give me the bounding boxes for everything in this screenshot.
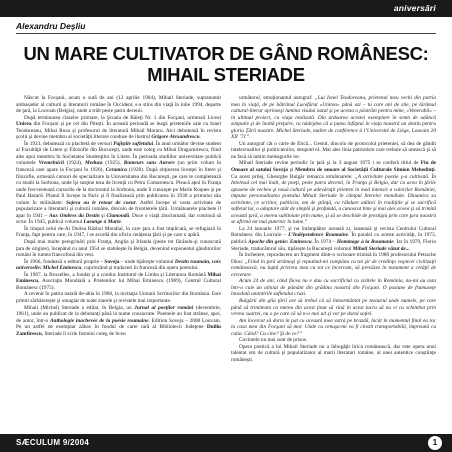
article-paragraph: [16, 291, 221, 304]
article-text-run: , cuprinzând şi traduceri în franceză din opera poetului.: [81, 265, 199, 272]
article-text-run: următorul, emoţionantul autograf:: [239, 95, 315, 101]
article-text-run: Anthologie inachevée de la poésie roumaine: [49, 317, 149, 324]
article-text-run: În 1966, fondează o editură proprie –: [24, 258, 105, 265]
article-text-run: Mihail Steriade văzut de...: [352, 245, 410, 252]
article-text-run: „Fiind în ţară strămoşi şi reputând-mi cumpăna cu tot şir de credinţa veşnicei civilizaţii românească, nu luptă privirea mea cu tot ce încercam, să prevăzez în testament a cetăţii de cercetare.: [231, 258, 436, 278]
article-paragraph: [231, 298, 436, 318]
article-text-run: Unirea: [16, 121, 32, 128]
article-text-run: Apoche din genie: Eminescu: [248, 239, 312, 246]
article-paragraph: [231, 226, 436, 252]
page-number: 1: [428, 436, 442, 450]
article-text-run: Acum 24 de ani, când făcea nu e dau cu sacrificiul cu vizitele în România, nu-mi au asta într-o cule un aliniat de pământ din grădina noastră din Focşani. O pasiune de frumuseţe înnodată amintirile sufletului cruzi.: [231, 278, 436, 298]
article-paragraph: [231, 318, 436, 338]
article-text-run: . Cu acest prilej, Gheorghe Bulgăr remarca următoarele:: [231, 167, 436, 180]
article-text-run: .: [249, 134, 251, 141]
article-text-run: . Iar în 1979, Florin Steriade, traducătorul său, tipăreşte la Bucureşti volumul: [231, 239, 436, 252]
article-paragraph: [231, 344, 436, 364]
article-paragraph: [16, 259, 221, 272]
article-text-run: (1925),: [102, 160, 124, 167]
article-paragraph: [231, 160, 436, 225]
article-text-run: (1928). După obţinerea licenţei în litere şi filozofie, urmează cursuri de specializare la Universitatea din Bucureşti, pe care le completează cu studii la Sorbona, unde îşi susţine teza de licenţă cu Petru Comarnescu. Pleacă apoi în Franţa unde frecventează cursurile de la doctoratul la Sorbona, unde îl cunoaşte pe Marie Roques şi pe Paul Hazard. Planul îl începe la Paris şi îl finalizează prin publicarea în 1930 a primului său volum în străinătate:: [16, 167, 221, 206]
article-paragraph: [231, 278, 436, 298]
article-column-left: [16, 95, 221, 423]
article-text-run: În încheiere, reproducem un fragment dintr-o scrisoare trimisă în 1988 profesorului Petrache Dinu:: [231, 252, 436, 265]
article-text-run: După mai multe peregrinări prin Franţa, Anglia şi Irlanda (peste tot făcându-şi cunoscută ţara de origine), începând cu anul 1954 se stabileşte în Belgia, devenind exponentul gânditorilor români în lumea francofonă din vest.: [16, 239, 221, 259]
article-text-run: din Focşani şi pe cel din Piteşti. În această perioadă se leagă prieteniile sale cu Ionel Teodoreanu, Mihai Rusu şi profesorul de literatură Mihail Moraru. Aici debutează în revista şcolii şi devine membru al societăţii literare conduse de ilustrul: [16, 121, 221, 141]
author-divider: [16, 33, 436, 34]
article-text-run: Cuvintele nu mai sunt de prisos.: [239, 337, 308, 344]
article-text-run: Pajiştile sufletului: [113, 140, 154, 147]
article-text-run: Un autograf cât o carte de Etică... Gestul, dincolo de protocolul prieteniei, să dea de gândit intelectualilor şi politicienilor, deopotrivă. Mai ales linia patriotism care trebuie să unească şi să ne facă să iubim meleagurile lor.: [231, 140, 436, 160]
article-paragraph: [16, 305, 221, 338]
article-text-run: Am încercat să dorm în pat cu această mea vatră pe brazdă, încât în momentul final eu loc la casa mea din Focşani să mor. Unde cu cenuşa-mi va fi cinstit transportabilă, împreună cu cutia. Când? Cu cine? Şi de ce?”: [231, 317, 436, 337]
article-text-run: . În anul următor devine student al Facultăţii de Litere şi Filozofie din Bucureşti, unde este coleg cu Mihai Dragomirescu, fiind ales apoi membru în Societatea Studenţilor în Litere. În perioada studiilor universitare publică volumele: [16, 140, 221, 167]
article-text-run: Grigore Alexandrescu: [151, 134, 200, 141]
article-text-run: şi: [99, 212, 107, 219]
article-paragraph: [16, 115, 221, 141]
article-title: [0, 43, 452, 85]
article-text-run: .: [199, 134, 201, 141]
article-body: [16, 95, 436, 423]
article-paragraph: [16, 239, 221, 259]
author-name: Alexandru Deşliu: [16, 21, 86, 31]
article-text-run: Aux Ombres du Destin: [48, 212, 100, 219]
article-text-run: Fiu de Onoare al satului Soveja: [231, 160, 436, 174]
article-text-run: – unde tipăreşte volumul: [119, 258, 175, 265]
article-text-run: Sojeva ou le retour de coeur: [66, 199, 136, 206]
article-text-run: , Asociaţia Mondială a Prietenilor lui Mihai Eminescu (1969), Centrul Cultural Românesc (1975).: [16, 278, 221, 291]
article-text-run: În 1967, la Bruxelles, a fondat şi a condus Institutul de Limba şi Literatura Română: [24, 271, 208, 278]
article-paragraph: [16, 141, 221, 226]
article-paragraph: [231, 252, 436, 278]
article-text-run: După terminarea claselor primare, la Şcoala de Băieţi Nr. 1 din Focşani, urmează Liceul: [24, 114, 221, 121]
article-text-run: Mihai Eminescu: [16, 271, 221, 285]
article-text-run: (un prim volum în franceză care apare la Focşani în 1926),: [16, 160, 221, 174]
section-label: aniversări: [393, 3, 436, 13]
article-text-run: A revenit în patria natală de-abia în 1968, la invitaţia Uniunii Scriitorilor din România. Este primit sărbătoreşte şi omagiat de toate ziarele şi revistele mai importante.: [16, 291, 221, 304]
article-paragraph: [16, 226, 221, 239]
article-text-run: Opera poetică a lui Mihail Steriade nu a înbogăţit lirica românească, dar este opera unui talentat om de cultură şi popularizator al marii literaturi române, al unei autentice conştiinţe româneşti.: [231, 343, 436, 363]
header-bar: [0, 0, 452, 17]
article-text-run: . În paralel cu aceste activităţi, în 1973, publică: [231, 232, 436, 246]
article-text-run: Membru de onoare al Societăţii Culturale Simion Mehedinţi: [295, 167, 435, 174]
article-text-run: Rumeurs sans Aurore: [123, 160, 175, 167]
article-text-run: Duiliu Zamfirescu: [16, 324, 221, 337]
article-text-run: Meduza: [85, 160, 103, 167]
article-text-run: Bulgării din glia ţării are să trebui că să înmormântat pe tezaurul unde numele, pe care până să trimiteam ca mereu din acest ţinut să vină în acest lucru să nu vi cu schimbat prin vrerea suartei, nu o pe care că să n-o mai uit şi vor pe dorul soţiei.: [231, 297, 436, 318]
article-title-line1: UN MARE CULTIVATOR DE GÂND ROMÂNESC:: [23, 43, 429, 64]
article-text-run: „Lui Ionel Teodoreanu, prietenul meu vechi din patria mea în viaţă, de pe bătrânul Lucefărul «Unirea» până azi – tu care ani de zile, pe tărâmul cultural-literar aprinseşi lumina visului natal şi pe acesta o păstrăm pentru mine, «Venerabil» – în ultimul proiect, cu viaţa realizată. Din ardoarea acestei exemplare în semn de adâncă simpatie şi de înaltă preţuire, cu nădejdea că a putea înfăptui în viaţa noastră un destin pentru gloria Ţării noastre. Michel Steriade, maître de conférence à l’Université de Liège, Louvain 20 XII ’71”: [231, 95, 436, 141]
article-text-run: La 24 ianuarie 1977, şi nu întâmplător această zi, lansează şi revista Centrului Cultural Românesc din Louvain –: [231, 225, 436, 239]
footer-bar: [0, 434, 452, 452]
article-text-run: .: [120, 219, 123, 226]
article-text-run: Născut la Focşani, acum o sută de ani (12 aprilie 1904), Mihail Steriade, supranumit ambasador al culturii şi literaturii române în Occident, s-a stins din viaţă în iulie 1994, departe de ţară, la Louvain (Belgia), unde a trăit peste patru decenii.: [16, 95, 221, 115]
article-text-run: L’Indépendence Roumaine: [288, 232, 349, 239]
article-paragraph: [231, 141, 436, 161]
article-text-run: Ceramica: [105, 167, 127, 174]
article-text-run: Destin roumain, voix universelle: Michel Eminescu: [16, 258, 221, 272]
article-text-run: (1924),: [63, 160, 86, 167]
magazine-issue: SÆCULUM 9/2004: [16, 438, 90, 447]
article-text-run: . În 1974 –: [311, 239, 337, 246]
article-text-run: Laeange à Marie: [83, 219, 121, 226]
article-text-run: Clamondă: [106, 212, 130, 219]
article-text-run: Mihail Steriade revine periodic în ţară şi la 3 august 1975 i se conferă titlul de: [239, 160, 421, 167]
article-text-run: Vremelnicii: [38, 160, 64, 167]
article-column-right: [231, 95, 436, 423]
article-text-run: . Edition Soveja – 2000 Louvain. Pe un astfel de exemplar zăbav în fondul de carte rară al Bibliotecii Judeţene: [16, 317, 221, 331]
article-text-run: , Steriade îi scrie fostului coleg de liceu: [41, 330, 126, 337]
article-text-run: Hommage à la Roumanie: [336, 239, 394, 246]
article-text-run: Soveja: [104, 258, 120, 265]
article-text-run: (decembrie, 1961), unde au publicat de la debutanţi până la nume consacrate. Poemele au fost strânse, apoi, de autor, într-o: [16, 304, 221, 324]
article-text-run: În timpul celui de-Al Doilea Război Mondial, în care ţara a fost implicată, se refugiază în Franţa, fapt pentru care, în 1947, i se acordă din oficiu cetăţenia ţării şi pe care o apără.: [16, 225, 221, 239]
article-paragraph: [16, 272, 221, 292]
article-text-run: şi: [287, 167, 296, 174]
article-text-run: . Astfel începe el vasta activitate de popularizare a literaturii şi culturii române, dincolo de frontierele ţării. Următoarele plachete îl apar în 1941 –: [16, 199, 221, 219]
article-text-run: Mihail (Michel) Steriade a editat, în Belgia, un: [24, 304, 135, 311]
article-text-run: Jurnal al poeţilor români: [134, 304, 194, 311]
article-paragraph: [231, 95, 436, 141]
article-text-run: În 1923, debutează cu plachetă de versuri: [24, 140, 114, 147]
article-text-run: „A activitate poezie ş-a cultivată. În Intelesul cel mai înalt, de poeţi, peste patru decenii, în Franţa şi Belgia, dar cu acea în ţările apusene de vechea şi nouă cultură pe adevăraţii prieteni în mod intensiv a valorilor României, impune personalitatea poetului Mihail Steriade în câmpul literelor mondiale. Dinamica sa activitate, ce scriitor, publicist, om de ştiinţă, cu răbdare adânci în tradiţiile şi se sacrifică sufletul lui, o adaptare atât de simplă şi profundă, a cunoscut bine şi mai ales aceea şi să trimită această ţară, a mereu subliniate prin nume, şi să se deschide de prestigiu prin care ţara noastră se afirmă tot mai puternic în lume.”: [231, 173, 436, 226]
article-title-line2: MIHAIL STERIADE: [147, 64, 305, 85]
article-paragraph: [16, 95, 221, 115]
article-text-run: . Duce o viaţă zbuciumată, dar continuă să scrie. În 1945, publică volumul: [16, 212, 221, 226]
